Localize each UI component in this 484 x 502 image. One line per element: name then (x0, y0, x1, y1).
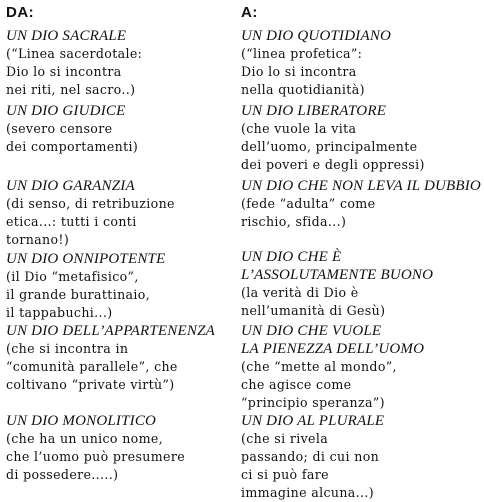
entry-description-line: “comunità parallele”, che (6, 359, 178, 374)
entry-description-line: “principio speranza”) (241, 395, 385, 410)
entry-heading: UN DIO CHE VUOLE (241, 323, 382, 339)
entry-heading: L’ASSOLUTAMENTE BUONO (241, 267, 434, 283)
entry-description-line: nella quotidianità) (241, 82, 365, 97)
entry-block (241, 412, 481, 502)
entry-description-line: Dio lo si incontra (241, 64, 357, 79)
entry-heading: UN DIO MONOLITICO (6, 413, 157, 429)
entry-description-line: il grande burattinaio, (6, 287, 151, 302)
entry-block (6, 250, 238, 322)
entry-description-line: etica...: tutti i conti (6, 214, 137, 229)
entry-description-line: dell’uomo, principalmente (241, 139, 418, 154)
entry-heading: UN DIO QUOTIDIANO (241, 28, 392, 44)
entry-block (6, 177, 238, 249)
entry-description-line: (che ha un unico nome, (6, 431, 164, 446)
entry-description-line: nei riti, nel sacro..) (6, 82, 136, 97)
entry-block (6, 322, 238, 394)
entry-description-line: (severo censore (6, 121, 113, 136)
entry-description-line: coltivano “private virtù”) (6, 377, 175, 392)
entry-block (6, 102, 238, 156)
entry-heading: UN DIO ONNIPOTENTE (6, 251, 166, 267)
column-header-da: DA: (6, 4, 35, 21)
entry-block (6, 412, 238, 484)
entry-block (241, 177, 481, 231)
entry-description-line: (“linea profetica”: (241, 46, 363, 61)
entry-description-line: (“Linea sacerdotale: (6, 46, 143, 61)
entry-description-line: dei poveri e degli oppressi) (241, 157, 425, 172)
entry-block (241, 248, 481, 320)
entry-description-line: ci si può fare (241, 467, 329, 482)
entry-description-line: (di senso, di retribuzione (6, 196, 175, 211)
entry-block (241, 102, 481, 174)
entry-description-line: (che “mette al mondo”, (241, 359, 397, 374)
entry-description-line: il tappabuchi...) (6, 305, 113, 320)
entry-heading: UN DIO AL PLURALE (241, 413, 385, 429)
entry-description-line: dei comportamenti) (6, 139, 139, 154)
entry-description-line: passando; di cui non (241, 449, 380, 464)
entry-heading: LA PIENEZZA DELL’UOMO (241, 341, 425, 357)
entry-description-line: di possedere.....) (6, 467, 119, 482)
entry-heading: UN DIO GARANZIA (6, 178, 135, 194)
entry-description-line: rischio, sfida...) (241, 214, 347, 229)
entry-block (241, 322, 481, 412)
entry-description-line: (che si rivela (241, 431, 329, 446)
entry-description-line: Dio lo si incontra (6, 64, 122, 79)
entry-description-line: immagine alcuna...) (241, 485, 374, 500)
entry-description-line: (la verità di Dio è (241, 285, 359, 300)
entry-description-line: tornano!) (6, 232, 70, 247)
entry-description-line: che l’uomo può presumere (6, 449, 186, 464)
entry-description-line: (fede “adulta” come (241, 196, 376, 211)
entry-block (6, 27, 238, 99)
entry-description-line: (che si incontra in (6, 341, 129, 356)
entry-heading: UN DIO DELL’APPARTENENZA (6, 323, 215, 339)
entry-description-line: nell’umanità di Gesù) (241, 303, 386, 318)
entry-heading: UN DIO LIBERATORE (241, 103, 387, 119)
entry-heading: UN DIO GIUDICE (6, 103, 126, 119)
column-header-a: A: (241, 4, 258, 21)
entry-description-line: che agisce come (241, 377, 352, 392)
entry-heading: UN DIO CHE NON LEVA IL DUBBIO (241, 178, 481, 194)
entry-heading: UN DIO SACRALE (6, 28, 127, 44)
entry-block (241, 27, 481, 99)
entry-description-line: (che vuole la vita (241, 121, 357, 136)
entry-description-line: (il Dio “metafisico”, (6, 269, 139, 284)
entry-heading: UN DIO CHE È (241, 249, 342, 265)
